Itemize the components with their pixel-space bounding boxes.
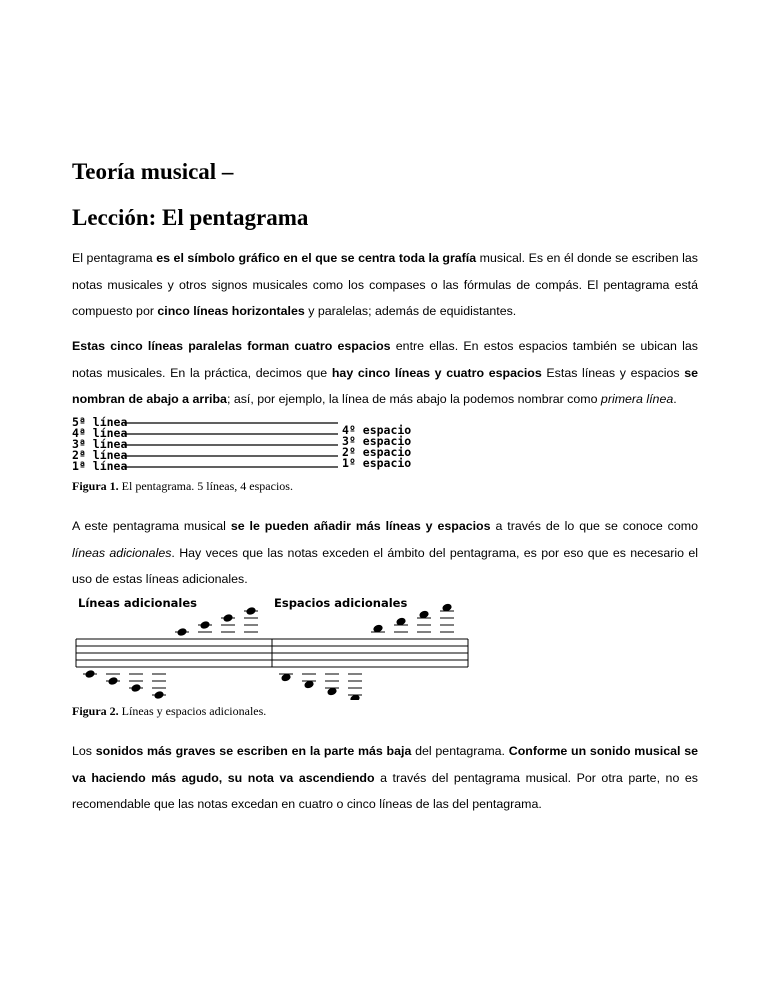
ledger-lines-title: Líneas adicionales bbox=[78, 596, 197, 610]
text-run: musical. Es en él donde se escriben las notas musicales y otros signos musicales como los compases o las fórmulas de compás. El pentagrama está compuesto por bbox=[72, 251, 698, 318]
text-run: a través de lo que se conoce como bbox=[490, 519, 698, 533]
note-head bbox=[327, 687, 337, 696]
note-head bbox=[281, 673, 291, 682]
text-run: hay cinco líneas y cuatro espacios bbox=[331, 365, 542, 380]
figure-2-caption: Figura 2. Líneas y espacios adicionales. bbox=[72, 704, 267, 718]
text-run: sonidos más graves se escriben en la parte más baja bbox=[95, 744, 412, 758]
note-head bbox=[108, 677, 118, 686]
text-run: Conforme un sonido musical se va haciendo más agudo, su nota va ascendiendo bbox=[72, 744, 699, 785]
text-run: . bbox=[673, 392, 677, 406]
space-label-2: 2º espacio bbox=[342, 445, 412, 459]
text-run: A este pentagrama musical bbox=[72, 519, 231, 533]
note-head bbox=[304, 680, 314, 689]
paragraph-2 bbox=[72, 333, 698, 413]
note-head bbox=[396, 617, 406, 626]
note-head bbox=[442, 603, 452, 612]
note-head bbox=[246, 607, 256, 616]
note-head bbox=[200, 621, 210, 630]
text-run: El pentagrama bbox=[72, 251, 157, 265]
paragraph-4 bbox=[72, 738, 698, 818]
text-run: primera línea bbox=[600, 392, 674, 406]
note-head bbox=[419, 610, 429, 619]
line-label-3: 3ª línea bbox=[72, 437, 128, 451]
note-head bbox=[85, 670, 95, 679]
note-head bbox=[131, 684, 141, 693]
line-label-4: 4ª línea bbox=[72, 426, 128, 440]
line-label-5: 5ª línea bbox=[72, 416, 128, 429]
text-run: ; así, por ejemplo, la línea de más abajo la podemos nombrar como bbox=[226, 392, 601, 406]
paragraph-1 bbox=[72, 245, 698, 325]
figure-1-staff bbox=[72, 416, 412, 476]
paragraph-3 bbox=[72, 513, 698, 593]
title-line-1: Teoría musical – bbox=[72, 159, 234, 184]
text-run: a través del pentagrama musical. Por otra parte, no es recomendable que las notas excedan en cuatro o cinco líneas de las del pentagrama. bbox=[72, 770, 698, 811]
line-label-2: 2ª línea bbox=[72, 448, 128, 462]
note-head bbox=[373, 624, 383, 633]
ledger-spaces-title: Espacios adicionales bbox=[274, 596, 408, 610]
text-run: del pentagrama. bbox=[411, 744, 509, 758]
text-run: es el símbolo gráfico en el que se centra toda la grafía bbox=[156, 251, 477, 265]
text-run: entre ellas. En estos espacios también se ubican las notas musicales. En la práctica, decimos que bbox=[72, 339, 698, 380]
space-label-3: 3º espacio bbox=[342, 434, 412, 448]
figure-1-caption: Figura 1. El pentagrama. 5 líneas, 4 espacios. bbox=[72, 479, 293, 493]
note-head bbox=[177, 628, 187, 637]
title-line-2: Lección: El pentagrama bbox=[72, 205, 309, 230]
text-run: cinco líneas horizontales bbox=[157, 304, 305, 318]
text-run: Estas líneas y espacios bbox=[541, 365, 685, 380]
line-label-1: 1ª línea bbox=[72, 459, 128, 473]
text-run: Los bbox=[72, 744, 96, 758]
space-label-4: 4º espacio bbox=[342, 423, 412, 437]
note-head bbox=[223, 614, 233, 623]
figure-2-ledger-lines bbox=[72, 590, 472, 700]
text-run: se nombran de abajo a arriba bbox=[72, 365, 698, 406]
space-label-1: 1º espacio bbox=[342, 456, 412, 470]
text-run: se le pueden añadir más líneas y espacios bbox=[230, 519, 491, 533]
note-head bbox=[154, 691, 164, 700]
text-run: líneas adicionales bbox=[72, 545, 172, 560]
text-run: . Hay veces que las notas exceden el ámbito del pentagrama, es por eso que es necesario el uso de estas líneas adicionales. bbox=[72, 545, 698, 586]
text-run: Estas cinco líneas paralelas forman cuatro espacios bbox=[72, 339, 391, 353]
text-run: y paralelas; además de equidistantes. bbox=[304, 304, 517, 318]
